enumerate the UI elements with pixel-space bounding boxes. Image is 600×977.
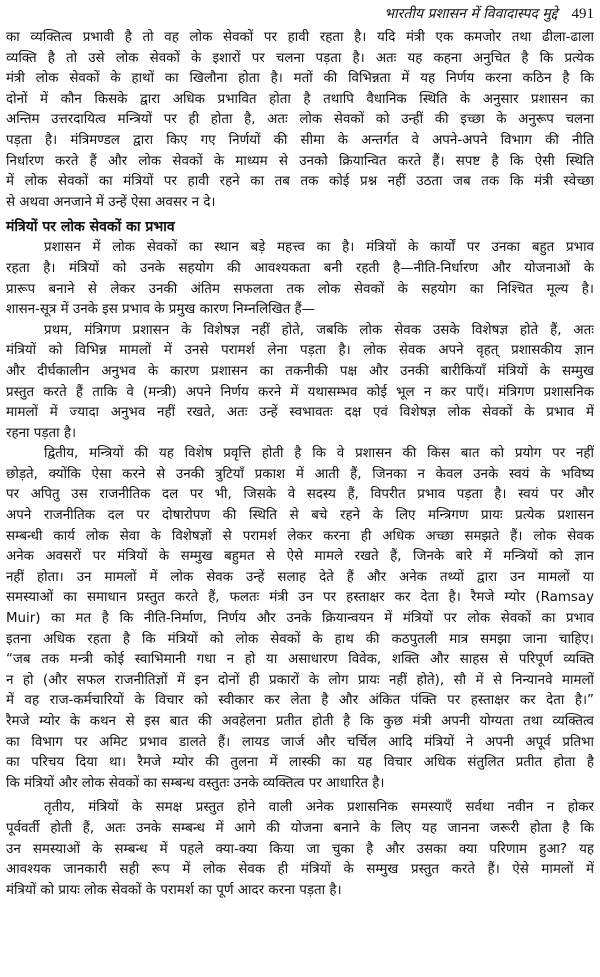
text-line: पूर्ववर्ती होती हैं, अतः उनके सम्बन्ध में आगे की योजना बनाने के लिए यह जानना जरूरी होता है कि bbox=[6, 820, 594, 836]
text-line: और दीर्घकालीन अनुभव के कारण प्रशासन का तकनीकी पक्ष और उनकी बारीकियाँ मंत्रियों के सम्मुख bbox=[6, 363, 594, 379]
text-line: सम्बन्धी कार्य लोक सेवा के विशेषज्ञों से परामर्श लेकर करना ही अधिक अच्छा समझते हैं। लोक सेवक bbox=[6, 528, 594, 544]
text-line: “जब तक मन्त्री कोई स्वाभिमानी गधा न हो या असाधारण विवेक, शक्ति और साहस से परिपूर्ण व्यक्ति bbox=[6, 652, 594, 668]
page-body bbox=[6, 28, 594, 901]
text-line: से अथवा अनजाने में उन्हें ऐसा अवसर न दे। bbox=[6, 194, 216, 210]
page-number: 491 bbox=[571, 6, 594, 22]
text-line: पड़ता है। मंत्रिमण्डल द्वारा किए गए निर्णयों की सीमा के अन्तर्गत वे अपने-अपने विभाग की नीति bbox=[6, 132, 594, 148]
paragraph bbox=[6, 321, 594, 445]
paragraph bbox=[6, 28, 594, 213]
paragraph bbox=[6, 798, 594, 901]
paragraph bbox=[6, 444, 594, 794]
text-line: रहता है। मंत्रियों को उनके सहयोग की आवश्यकता बनी रहती है—नीति-निर्धारण और योजनाओं के bbox=[6, 260, 594, 276]
text-line: अन्तिम उत्तरदायित्व मन्त्रियों पर ही होता है, अतः लोक सेवकों को उन्हीं की इच्छा के अनुरूप चलना bbox=[6, 112, 594, 128]
text-line: समस्याओं का समाधान प्रस्तुत करते हैं, फलतः मंत्री उन पर हस्ताक्षर कर देता है। रैमजे म्योर (Ramsay bbox=[6, 590, 594, 606]
text-line: मंत्री लोक सेवकों के हाथों का खिलौना होता है। मतों की विभिन्नता में यह निर्णय करना कठिन है कि bbox=[6, 71, 594, 87]
section-heading: मंत्रियों पर लोक सेवकों का प्रभाव bbox=[6, 219, 175, 236]
text-line: निर्धारण करते हैं और लोक सेवकों के माध्यम से उनको क्रियान्वित करते हैं। सपष्ट है कि ऐसी स्थिति bbox=[6, 153, 594, 169]
text-line: प्रारूप बनाने से लेकर उनकी अंतिम सफलता तक लोक सेवकों के सहयोग का निश्चित मूल्य है। bbox=[6, 281, 594, 297]
text-line: न हो (और सफल राजनीतिज्ञों में इन दोनों ही प्रकारों के लोग प्रायः नहीं होते), सौ में से निन्यानवे मामलों bbox=[6, 672, 594, 688]
text-line: अनेक अवसरों पर मंत्रियों के सम्मुख बहुमत से ऐसे मामले रखते हैं, जिनके बारे में मन्त्रियों को ज्ञान bbox=[6, 549, 594, 565]
text-line: का व्यक्तित्व प्रभावी है तो वह लोक सेवकों पर हावी रहता है। यदि मंत्री एक कमजोर तथा ढीला-ढाला bbox=[6, 30, 594, 45]
text-line: प्रशासन में लोक सेवकों का स्थान बड़े महत्त्व का है। मंत्रियों के कार्यों पर उनका बहुत प्रभाव bbox=[44, 240, 594, 256]
text-line: प्रथम, मंत्रिगण प्रशासन के विशेषज्ञ नहीं होते, जबकि लोक सेवक उसके विशेषज्ञ होते हैं, अतः bbox=[44, 322, 594, 338]
text-line: में वह राज-कर्मचारियों के विचार को स्वीकार कर लेता है और अंकित पंक्ति पर हस्ताक्षर कर देता है।” bbox=[6, 693, 594, 709]
text-line: मामलों में ज्यादा अनुभव नहीं रखते, अतः उन्हें स्वभावतः दक्ष एवं विशेषज्ञ लोक सेवकों के प्रभाव में bbox=[6, 405, 594, 421]
text-line: नहीं होता। उन मामलों में लोक सेवक उन्हें सलाह देते हैं और अनेक तथ्यों द्वारा उन मामलों या bbox=[6, 569, 594, 585]
paragraph bbox=[6, 238, 594, 320]
text-line: शासन-सूत्र में उनके इस प्रभाव के प्रमुख कारण निम्नलिखित हैं— bbox=[6, 302, 315, 318]
text-line: रैमजे म्योर के कथन से इस बात की अवहेलना प्रतीत होती है कि कुछ मंत्री अपनी योग्यता तथा व्यक्तित्व bbox=[6, 714, 594, 729]
running-head-title: भारतीय प्रशासन में विवादास्पद मुद्दे bbox=[384, 6, 558, 22]
text-line: छोड़ते, क्योंकि ऐसा करने से उनकी त्रुटियाँ प्रकाश में आती हैं, जिनका न केवल उनके स्वयं के भविष्य bbox=[6, 466, 594, 482]
text-line: का परिचय दिया था। रैमजे म्योर की तुलना में लास्की का यह विचार अधिक संतुलित प्रतीत होता है bbox=[6, 755, 594, 771]
text-line: दोनों में कौन किसके द्वारा अधिक प्रभावित होता है तथापि वैधानिक स्थिति के अनुसार प्रशासन का bbox=[6, 91, 594, 107]
text-line: में लोक सेवकों का मंत्रियों पर हावी रहने का तब तक कोई प्रश्न नहीं उठता जब तक कि मंत्री स्वेच्छा bbox=[6, 174, 594, 190]
text-line: इतना अधिक रहता है कि मंत्रियों को लोक सेवकों के हाथ की कठपुतली मात्र समझा जाना चाहिए। bbox=[6, 631, 594, 647]
text-line: कि मंत्रियों और लोक सेवकों का सम्बन्ध वस्तुतः उनके व्यक्तित्व पर आधारित है। bbox=[6, 775, 385, 791]
text-line: तृतीय, मंत्रियों के समक्ष प्रस्तुत होने वाली अनेक प्रशासनिक समस्याएँ सर्वथा नवीन न होकर bbox=[44, 800, 594, 816]
running-head bbox=[6, 4, 594, 28]
text-line: प्रस्तुत करते हैं ताकि वे (मन्त्री) अपने निर्णय करने में यथासम्भव कोई भूल न कर पाएँ। मंत्रिगण प्रशासनिक bbox=[6, 384, 594, 400]
text-line: अपने राजनीतिक दल पर दोषारोपण की स्थिति से बचे रहने के लिए मन्त्रिगण प्रायः प्रत्येक प्रशासन bbox=[6, 508, 594, 524]
text-line: उन समस्याओं के सम्बन्ध में पहले क्या-क्या किया जा चुका है और उसका क्या परिणाम हुआ? यह bbox=[6, 841, 594, 857]
text-line: Muir) का मत है कि नीति-निर्माण, निर्णय और उनके क्रियान्वयन में मंत्रियों पर लोक सेवकों का प्रभाव bbox=[6, 611, 594, 627]
text-line: का विभाग पर अमिट प्रभाव डालते हैं। लायड जार्ज और चर्चिल आदि मंत्रियों ने अपनी अपूर्व प्रतिभा bbox=[6, 734, 594, 750]
text-line: आवश्यक जानकारी सही रूप में लोक सेवक ही मंत्रियों के सम्मुख प्रस्तुत करते हैं। ऐसे मामलों में bbox=[6, 862, 594, 878]
text-line: मंत्रियों को विभिन्न मामलों में उनसे परामर्श लेना पड़ता है। लोक सेवक अपने वृहत् प्रशासकीय ज्ञान bbox=[6, 343, 594, 359]
text-line: व्यक्ति है तो उसे लोक सेवकों के इशारों पर चलना पड़ता है। अतः यह कहना अनुचित है कि प्रत्येक bbox=[6, 50, 594, 66]
text-line: रहना पड़ता है। bbox=[6, 425, 77, 441]
text-line: मंत्रियों को प्रायः लोक सेवकों के परामर्श का पूर्ण आदर करना पड़ता है। bbox=[6, 882, 342, 898]
text-line: पर अपितु उस राजनीतिक दल पर भी, जिसके वे सदस्य हैं, विपरीत प्रभाव पड़ता है। स्वयं पर और bbox=[6, 487, 594, 503]
text-line: द्वितीय, मन्त्रियों की यह विशेष प्रवृत्ति होती है कि वे प्रशासन की किस बात को प्रयोग पर नहीं bbox=[44, 446, 594, 462]
